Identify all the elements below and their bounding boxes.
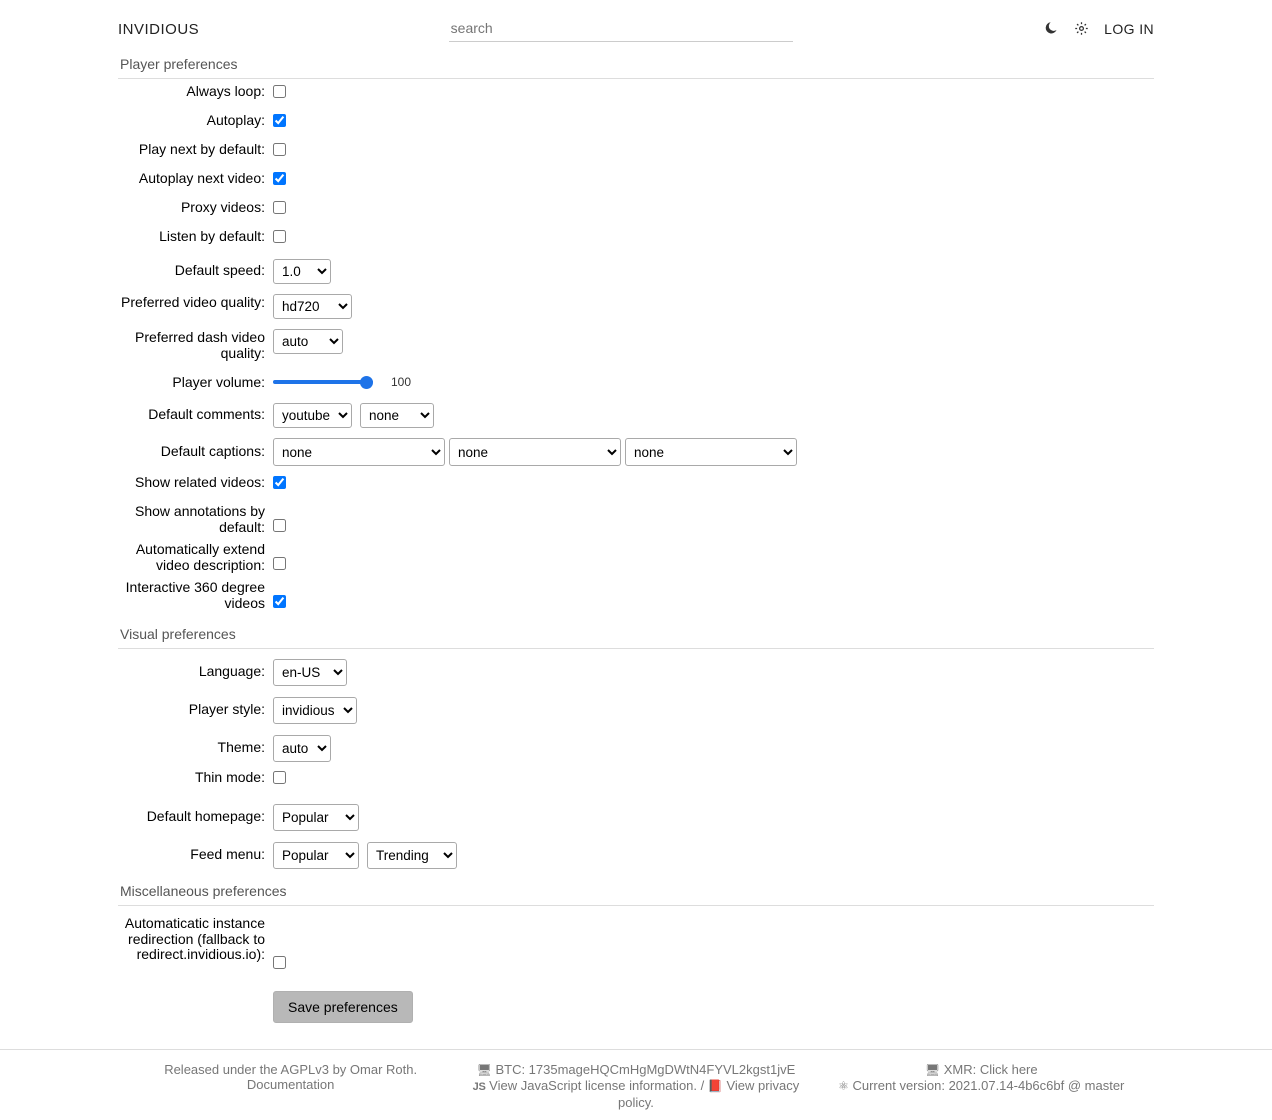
label-interactive-360: Interactive 360 degree videos (125, 579, 265, 611)
label-default-speed: Default speed: (174, 262, 265, 278)
footer (0, 1049, 1272, 1120)
select-preferred-quality[interactable] (273, 294, 352, 319)
section-visual-preferences: Visual preferences (118, 624, 1154, 649)
row-default-homepage (118, 804, 1154, 831)
label-theme: Theme: (217, 739, 265, 755)
label-thin-mode: Thin mode: (194, 769, 265, 785)
row-player-style (118, 697, 1154, 724)
search-container (199, 17, 1042, 42)
row-auto-instance-redirect (118, 916, 1154, 969)
checkbox-interactive-360[interactable] (273, 595, 286, 608)
footer-version-link[interactable]: Current version: 2021.07.14-4b6c6bf @ master (852, 1078, 1125, 1093)
label-preferred-quality: Preferred video quality: (121, 294, 265, 310)
row-play-next (118, 143, 1154, 165)
row-show-related (118, 476, 1154, 498)
save-preferences-button[interactable]: Save preferences (273, 991, 413, 1023)
row-extend-description (118, 543, 1154, 574)
select-player-style[interactable] (273, 697, 357, 724)
footer-privacy-link[interactable]: View privacy policy. (618, 1078, 800, 1110)
select-default-speed[interactable] (273, 259, 331, 284)
server-icon-xmr: 🖥 (924, 1063, 941, 1077)
book-icon: 📕 (707, 1079, 723, 1093)
select-default-comments-2[interactable] (360, 403, 434, 428)
row-autoplay-next (118, 172, 1154, 194)
label-default-homepage: Default homepage: (146, 808, 265, 824)
brand-logo[interactable]: INVIDIOUS (118, 20, 200, 38)
row-default-comments (118, 403, 1154, 428)
label-player-volume: Player volume: (172, 373, 265, 390)
checkbox-autoplay[interactable] (273, 114, 286, 127)
select-default-captions-3[interactable] (625, 438, 797, 466)
footer-license-text: Released under the AGPLv3 by Omar Roth. (164, 1062, 418, 1077)
server-icon: 🖥 (476, 1063, 492, 1077)
moon-icon[interactable] (1042, 21, 1059, 38)
navbar-right (1042, 21, 1154, 38)
select-default-comments-1[interactable] (273, 403, 352, 428)
label-always-loop: Always loop: (186, 83, 265, 99)
checkbox-listen-default[interactable] (273, 230, 286, 243)
checkbox-auto-instance-redirect[interactable] (273, 956, 286, 969)
select-default-homepage[interactable] (273, 804, 359, 831)
label-preferred-dash-quality: Preferred dash video quality: (135, 329, 265, 361)
footer-btc-link[interactable]: BTC: 1735mageHQCmHgMgDWtN4FYVL2kgst1jvE (495, 1062, 796, 1077)
row-theme (118, 735, 1154, 762)
row-interactive-360 (118, 581, 1154, 612)
footer-left (118, 1062, 463, 1110)
label-show-related: Show related videos: (135, 474, 265, 490)
login-link[interactable]: LOG IN (1104, 21, 1154, 37)
label-autoplay-next: Autoplay next video: (138, 170, 265, 186)
value-player-volume: 100 (391, 375, 412, 389)
js-badge-icon: JS (472, 1081, 486, 1093)
row-default-captions (118, 438, 1154, 466)
footer-js-license-link[interactable]: View JavaScript license information. (489, 1078, 698, 1093)
select-feed-menu-2[interactable] (367, 842, 457, 869)
label-play-next: Play next by default: (138, 141, 265, 157)
row-listen-default (118, 230, 1154, 252)
select-theme[interactable] (273, 735, 331, 762)
label-auto-instance-redirect: Automaticatic instance redirection (fallback to redirect.invidious.io): (124, 915, 265, 962)
select-default-captions-1[interactable] (273, 438, 445, 466)
checkbox-thin-mode[interactable] (273, 771, 286, 784)
label-language: Language: (198, 663, 265, 679)
label-proxy-videos: Proxy videos: (180, 199, 265, 215)
select-language[interactable] (273, 659, 347, 686)
navbar (0, 0, 1272, 54)
footer-xmr-link[interactable]: XMR: Click here (943, 1062, 1038, 1077)
label-show-annotations: Show annotations by default: (135, 503, 265, 535)
footer-center (463, 1062, 808, 1110)
row-language (118, 659, 1154, 686)
checkbox-always-loop[interactable] (273, 85, 286, 98)
row-default-speed (118, 259, 1154, 284)
checkbox-play-next[interactable] (273, 143, 286, 156)
checkbox-extend-description[interactable] (273, 557, 286, 570)
footer-separator: / (700, 1078, 705, 1093)
row-always-loop (118, 85, 1154, 107)
label-feed-menu: Feed menu: (190, 846, 265, 862)
label-player-style: Player style: (188, 701, 265, 717)
row-player-volume (118, 371, 1154, 393)
section-misc-preferences: Miscellaneous preferences (118, 881, 1154, 906)
footer-right (809, 1062, 1154, 1110)
section-player-preferences: Player preferences (118, 54, 1154, 79)
preferences-content (0, 54, 1272, 1023)
row-preferred-dash-quality (118, 329, 1154, 361)
checkbox-show-annotations[interactable] (273, 519, 286, 532)
label-default-captions: Default captions: (160, 443, 265, 459)
checkbox-show-related[interactable] (273, 476, 286, 489)
checkbox-autoplay-next[interactable] (273, 172, 286, 185)
checkbox-proxy-videos[interactable] (273, 201, 286, 214)
save-row (118, 991, 1154, 1023)
row-feed-menu (118, 842, 1154, 869)
row-show-annotations (118, 505, 1154, 536)
gear-icon[interactable] (1073, 21, 1090, 38)
select-default-captions-2[interactable] (449, 438, 621, 466)
search-input[interactable] (449, 17, 793, 42)
github-icon: ⚛ (838, 1079, 849, 1093)
slider-player-volume[interactable] (273, 380, 373, 384)
row-preferred-quality (118, 294, 1154, 319)
select-preferred-dash-quality[interactable] (273, 329, 343, 354)
select-feed-menu-1[interactable] (273, 842, 359, 869)
label-listen-default: Listen by default: (159, 228, 265, 244)
row-thin-mode (118, 771, 1154, 793)
label-autoplay: Autoplay: (206, 112, 265, 128)
row-autoplay (118, 114, 1154, 136)
row-proxy-videos (118, 201, 1154, 223)
footer-documentation-link[interactable]: Documentation (246, 1077, 335, 1092)
label-default-comments: Default comments: (148, 406, 265, 422)
label-extend-description: Automatically extend video description: (135, 541, 265, 573)
